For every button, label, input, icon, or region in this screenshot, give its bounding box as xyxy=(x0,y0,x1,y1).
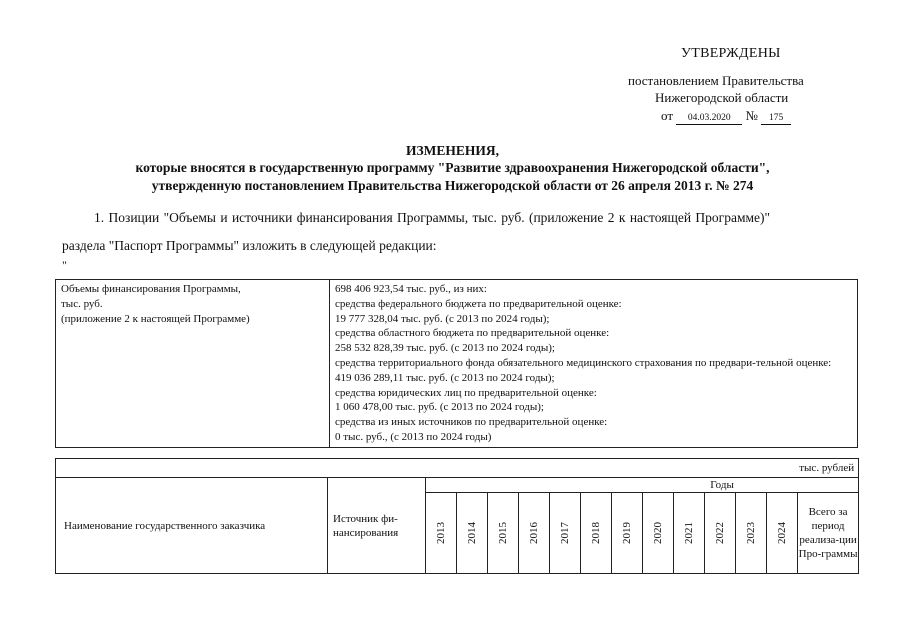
funding-value-line: средства областного бюджета по предварительной оценке: xyxy=(335,327,610,340)
year-header xyxy=(705,493,736,574)
document-subtitle-line-2: утвержденную постановлением Правительства Нижегородской области от 26 апреля 2013 г. № 274 xyxy=(151,178,754,193)
paragraph-2: раздела "Паспорт Программы" изложить в следующей редакции: xyxy=(62,238,437,253)
unit-label: тыс. рублей xyxy=(56,459,859,478)
funding-value-line: 19 777 328,04 тыс. руб. (с 2013 по 2024 годы); xyxy=(335,312,550,325)
paragraph-1: 1. Позиции "Объемы и источники финансирования Программы, тыс. руб. (приложение 2 к настоящей Программе)" xyxy=(94,210,771,225)
funding-value-line: 0 тыс. руб., (с 2013 по 2024 годы) xyxy=(335,430,492,443)
year-label: 2019 xyxy=(621,522,633,544)
funding-value-line: средства из иных источников по предварительной оценке: xyxy=(335,416,608,429)
year-label: 2014 xyxy=(466,522,478,544)
funding-value-line: 258 532 828,39 тыс. руб. (с 2013 по 2024 годы); xyxy=(335,342,555,355)
approval-number-label: № xyxy=(745,108,758,123)
funding-table xyxy=(55,279,858,448)
year-label: 2022 xyxy=(714,522,726,544)
year-label: 2024 xyxy=(776,522,788,544)
funding-value-line: средства территориального фонда обязательного медицинского страхования по предвари-тельной оценке: xyxy=(335,356,832,369)
year-header xyxy=(767,493,798,574)
funding-label-line: Объемы финансирования Программы, xyxy=(61,283,241,295)
approval-number: 175 xyxy=(761,113,791,125)
approval-date-line xyxy=(661,108,791,125)
year-header xyxy=(612,493,643,574)
funding-label-cell xyxy=(56,280,330,448)
header-row-1 xyxy=(56,478,859,493)
year-header xyxy=(488,493,519,574)
year-label: 2015 xyxy=(497,522,509,544)
approval-from-label: от xyxy=(661,108,674,123)
document-title: ИЗМЕНЕНИЯ, xyxy=(405,143,499,158)
year-label: 2021 xyxy=(683,522,695,544)
years-column-header: Годы xyxy=(426,478,859,493)
funding-value-line: средства юридических лиц по предварительной оценке: xyxy=(335,386,597,399)
year-header xyxy=(581,493,612,574)
approval-line-1: постановлением Правительства xyxy=(628,73,804,88)
source-column-header: Источник фи-нансирования xyxy=(328,478,426,574)
year-label: 2020 xyxy=(652,522,664,544)
year-header xyxy=(519,493,550,574)
year-header xyxy=(426,493,457,574)
breakdown-table xyxy=(55,458,859,574)
year-label: 2017 xyxy=(559,522,571,544)
year-header xyxy=(643,493,674,574)
funding-value-line: средства федерального бюджета по предварительной оценке: xyxy=(335,297,622,310)
funding-total-line: 698 406 923,54 тыс. руб., из них: xyxy=(335,283,487,295)
funding-label-line: (приложение 2 к настоящей Программе) xyxy=(61,312,250,325)
year-label: 2013 xyxy=(435,522,447,544)
approval-title: УТВЕРЖДЕНЫ xyxy=(681,46,781,61)
funding-label-line: тыс. руб. xyxy=(61,297,103,310)
funding-value-line: 419 036 289,11 тыс. руб. (с 2013 по 2024 годы); xyxy=(335,371,555,384)
open-quote: " xyxy=(62,258,67,272)
approval-line-2: Нижегородской области xyxy=(655,90,789,105)
total-column-header: Всего за период реализа-ции Про-граммы xyxy=(798,493,859,574)
unit-row xyxy=(56,459,859,478)
year-header xyxy=(736,493,767,574)
year-header xyxy=(550,493,581,574)
document-subtitle-line-1: которые вносятся в государственную программу "Развитие здравоохранения Нижегородской области", xyxy=(135,160,770,175)
year-label: 2018 xyxy=(590,522,602,544)
year-header xyxy=(457,493,488,574)
year-label: 2023 xyxy=(745,522,757,544)
funding-row xyxy=(56,280,858,448)
year-header xyxy=(674,493,705,574)
funding-value-cell xyxy=(330,280,858,448)
year-label: 2016 xyxy=(528,522,540,544)
approval-date: 04.03.2020 xyxy=(676,113,742,125)
customer-column-header: Наименование государственного заказчика xyxy=(56,478,328,574)
funding-value-line: 1 060 478,00 тыс. руб. (с 2013 по 2024 годы); xyxy=(335,401,544,414)
